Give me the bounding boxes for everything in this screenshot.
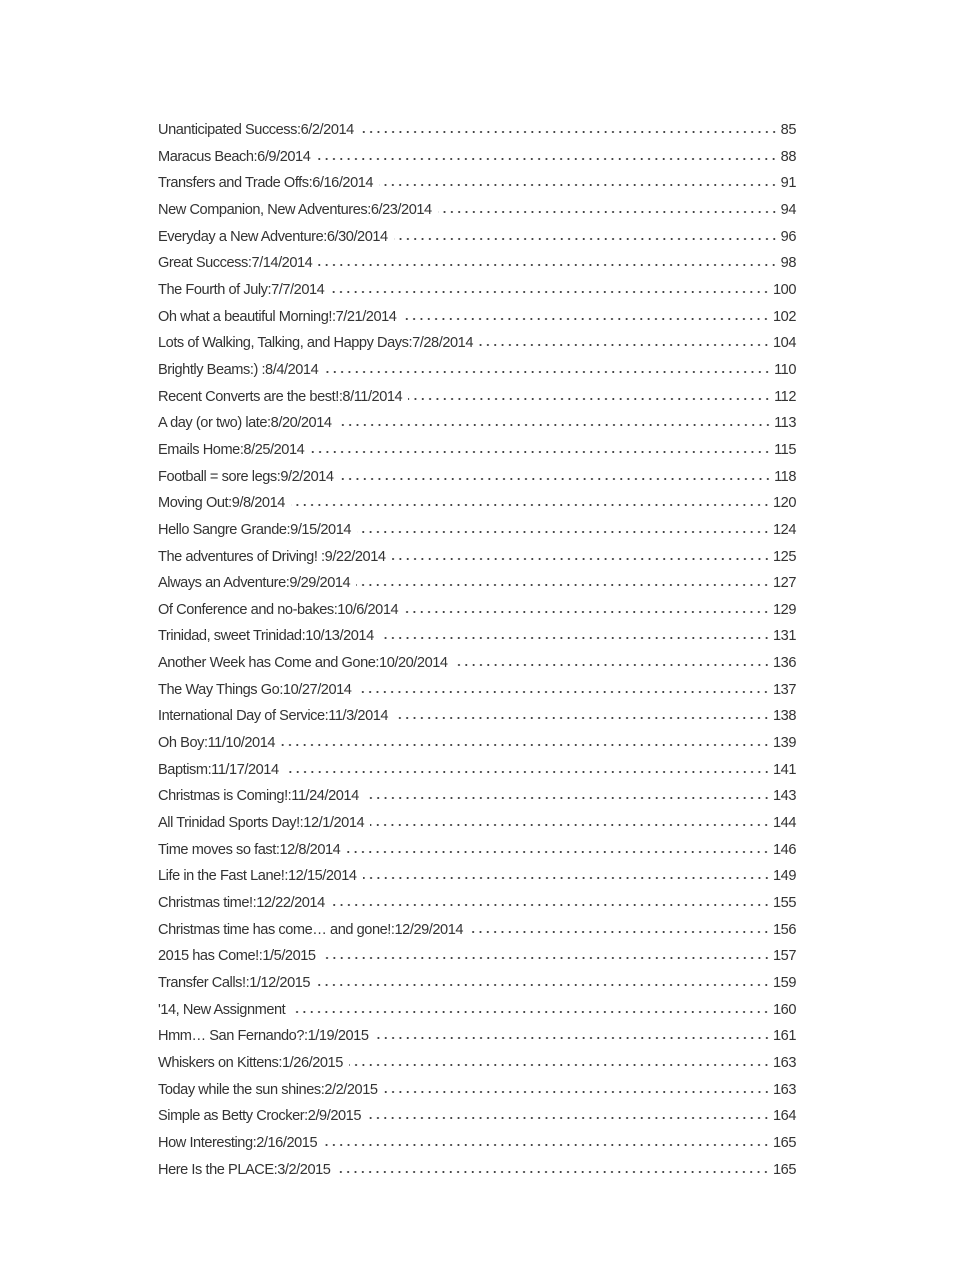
toc-entry[interactable] [158,282,796,309]
toc-entry-page: 85 [780,122,796,138]
toc-entry-title: Hello Sangre Grande:9/15/2014 [158,521,352,538]
toc-entry-title: Transfer Calls!:1/12/2015 [158,975,311,991]
leader-dots [394,708,770,720]
toc-entry-page: 127 [773,575,796,592]
toc-entry-title: New Companion, New Adventures:6/23/2014 [158,201,432,218]
toc-entry-title: Emails Home:8/25/2014 [158,441,305,458]
toc-entry-title: Brightly Beams:) :8/4/2014 [158,361,319,378]
leader-dots [336,1162,770,1174]
toc-entry-title: International Day of Service:11/3/2014 [158,708,389,725]
toc-entry-title: Always an Adventure:9/29/2014 [158,575,351,592]
toc-entry[interactable] [158,575,796,602]
toc-entry[interactable] [158,415,796,442]
toc-entry-page: 120 [773,495,796,512]
toc-entry-page: 163 [773,1054,796,1071]
leader-dots [469,922,770,934]
toc-entry-page: 143 [773,788,796,805]
toc-entry[interactable] [158,708,796,735]
leader-dots [324,362,771,374]
toc-entry-title: Everyday a New Adventure:6/30/2014 [158,228,388,245]
toc-entry-page: 161 [773,1028,796,1045]
toc-entry[interactable] [158,602,796,629]
leader-dots [357,682,770,694]
toc-entry-page: 110 [774,361,796,378]
leader-dots [408,389,771,401]
toc-entry-page: 141 [773,761,796,778]
toc-entry-title: The adventures of Driving! :9/22/2014 [158,548,386,565]
toc-entry[interactable] [158,922,796,949]
leader-dots [291,1002,770,1014]
toc-entry-page: 157 [773,948,796,965]
toc-entry-title: Oh Boy:11/10/2014 [158,735,276,752]
toc-entry[interactable] [158,948,796,975]
toc-entry-title: Today while the sun shines:2/2/2015 [158,1081,378,1098]
leader-dots [370,815,770,827]
toc-entry-title: Lots of Walking, Talking, and Happy Days:7/28/2014 [158,335,473,352]
toc-entry[interactable] [158,735,796,762]
toc-entry-page: 102 [773,308,796,325]
toc-entry[interactable] [158,1135,796,1162]
leader-dots [291,495,770,507]
toc-entry-title: 2015 has Come!:1/5/2015 [158,948,316,965]
toc-entry-page: 156 [773,921,796,938]
leader-dots [363,868,770,880]
toc-entry-page: 96 [780,228,796,245]
toc-entry[interactable] [158,868,796,895]
toc-entry-title: Christmas time!:12/22/2014 [158,895,325,912]
toc-entry-page: 144 [773,815,796,832]
toc-entry[interactable] [158,1082,796,1109]
toc-entry-page: 118 [774,468,796,485]
leader-dots [338,415,772,427]
toc-entry[interactable] [158,1055,796,1082]
toc-entry-title: Christmas is Coming!:11/24/2014 [158,788,359,805]
toc-entry-title: Football = sore legs:9/2/2014 [158,468,334,485]
leader-dots [316,975,770,987]
toc-entry-title: '14, New Assignment [158,1001,286,1018]
toc-entry-page: 112 [774,388,796,405]
leader-dots [392,549,770,561]
toc-entry[interactable] [158,655,796,682]
toc-entry-page: 91 [780,175,796,192]
leader-dots [285,762,770,774]
toc-entry-page: 165 [773,1134,796,1151]
leader-dots [346,842,770,854]
toc-entry[interactable] [158,122,796,149]
toc-entry-title: Simple as Betty Crocker:2/9/2015 [158,1108,361,1125]
toc-entry-title: Here Is the PLACE:3/2/2015 [158,1161,331,1178]
toc-entry-title: Life in the Fast Lane!:12/15/2014 [158,868,357,885]
leader-dots [375,1028,771,1040]
toc-entry[interactable] [158,469,796,496]
leader-dots [323,1135,770,1147]
toc-entry[interactable] [158,788,796,815]
toc-entry-title: How Interesting:2/16/2015 [158,1134,318,1151]
toc-entry-title: Whiskers on Kittens:1/26/2015 [158,1054,343,1071]
toc-entry-title: Christmas time has come… and gone!:12/29/2014 [158,921,464,938]
toc-entry-page: 137 [773,681,796,698]
leader-dots [394,229,778,241]
toc-entry-page: 113 [774,415,796,432]
toc-entry-page: 164 [773,1108,796,1125]
toc-entry-page: 125 [773,548,796,565]
table-of-contents [158,122,796,1188]
toc-entry-page: 98 [780,255,796,272]
toc-entry-title: Maracus Beach:6/9/2014 [158,148,311,165]
leader-dots [438,202,778,214]
leader-dots [367,1108,770,1120]
leader-dots [384,1082,770,1094]
leader-dots [365,788,770,800]
toc-entry[interactable] [158,202,796,229]
toc-entry-page: 104 [773,335,796,352]
leader-dots [318,255,777,267]
toc-entry[interactable] [158,815,796,842]
toc-entry-page: 115 [774,441,796,458]
toc-entry[interactable] [158,1108,796,1135]
leader-dots [402,309,770,321]
toc-entry-title: Another Week has Come and Gone:10/20/2014 [158,655,448,672]
toc-entry-page: 163 [773,1081,796,1098]
toc-entry[interactable] [158,495,796,522]
leader-dots [322,948,770,960]
toc-entry-page: 136 [773,655,796,672]
leader-dots [349,1055,770,1067]
leader-dots [316,149,777,161]
toc-entry[interactable] [158,362,796,389]
toc-entry-title: Unanticipated Success:6/2/2014 [158,122,354,138]
toc-entry[interactable] [158,389,796,416]
leader-dots [379,175,778,187]
leader-dots [479,335,770,347]
toc-entry-title: Baptism:11/17/2014 [158,761,279,778]
toc-entry-title: A day (or two) late:8/20/2014 [158,415,332,432]
toc-entry[interactable] [158,975,796,1002]
toc-entry[interactable] [158,682,796,709]
toc-entry-title: All Trinidad Sports Day!:12/1/2014 [158,815,365,832]
toc-entry-title: Time moves so fast:12/8/2014 [158,841,341,858]
toc-entry-title: The Way Things Go:10/27/2014 [158,681,352,698]
toc-entry-page: 100 [773,281,796,298]
toc-entry-page: 160 [773,1001,796,1018]
toc-entry[interactable] [158,1028,796,1055]
toc-entry-title: Moving Out:9/8/2014 [158,495,285,512]
toc-entry[interactable] [158,842,796,869]
toc-entry-title: Of Conference and no-bakes:10/6/2014 [158,601,399,618]
toc-entry[interactable] [158,335,796,362]
toc-entry[interactable] [158,628,796,655]
toc-entry-title: Trinidad, sweet Trinidad:10/13/2014 [158,628,374,645]
toc-entry[interactable] [158,762,796,789]
toc-entry-page: 129 [773,601,796,618]
leader-dots [310,442,771,454]
toc-entry-title: Oh what a beautiful Morning!:7/21/2014 [158,308,397,325]
toc-entry[interactable] [158,229,796,256]
toc-entry-page: 124 [773,521,796,538]
toc-entry-page: 155 [773,895,796,912]
toc-entry[interactable] [158,1002,796,1029]
toc-entry[interactable] [158,522,796,549]
toc-entry-title: Transfers and Trade Offs:6/16/2014 [158,175,374,192]
toc-entry[interactable] [158,895,796,922]
toc-entry[interactable] [158,175,796,202]
toc-entry[interactable] [158,442,796,469]
toc-entry-page: 159 [773,975,796,991]
leader-dots [331,895,770,907]
toc-entry[interactable] [158,255,796,282]
toc-entry[interactable] [158,309,796,336]
leader-dots [340,469,771,481]
toc-entry[interactable] [158,149,796,176]
toc-entry-page: 146 [773,841,796,858]
toc-entry-title: The Fourth of July:7/7/2014 [158,281,325,298]
toc-entry[interactable] [158,1162,796,1189]
toc-entry-title: Recent Converts are the best!:8/11/2014 [158,388,403,405]
leader-dots [357,522,770,534]
toc-entry-page: 165 [773,1161,796,1178]
toc-entry-title: Great Success:7/14/2014 [158,255,313,272]
toc-entry-page: 131 [773,628,796,645]
toc-entry-page: 94 [780,201,796,218]
leader-dots [380,628,770,640]
toc-entry[interactable] [158,549,796,576]
toc-entry-page: 88 [780,148,796,165]
leader-dots [281,735,770,747]
leader-dots [356,575,770,587]
toc-entry-page: 138 [773,708,796,725]
leader-dots [360,122,778,134]
leader-dots [404,602,770,614]
toc-entry-page: 149 [773,868,796,885]
toc-entry-page: 139 [773,735,796,752]
toc-entry-title: Hmm… San Fernando?:1/19/2015 [158,1028,369,1045]
leader-dots [454,655,770,667]
leader-dots [330,282,770,294]
